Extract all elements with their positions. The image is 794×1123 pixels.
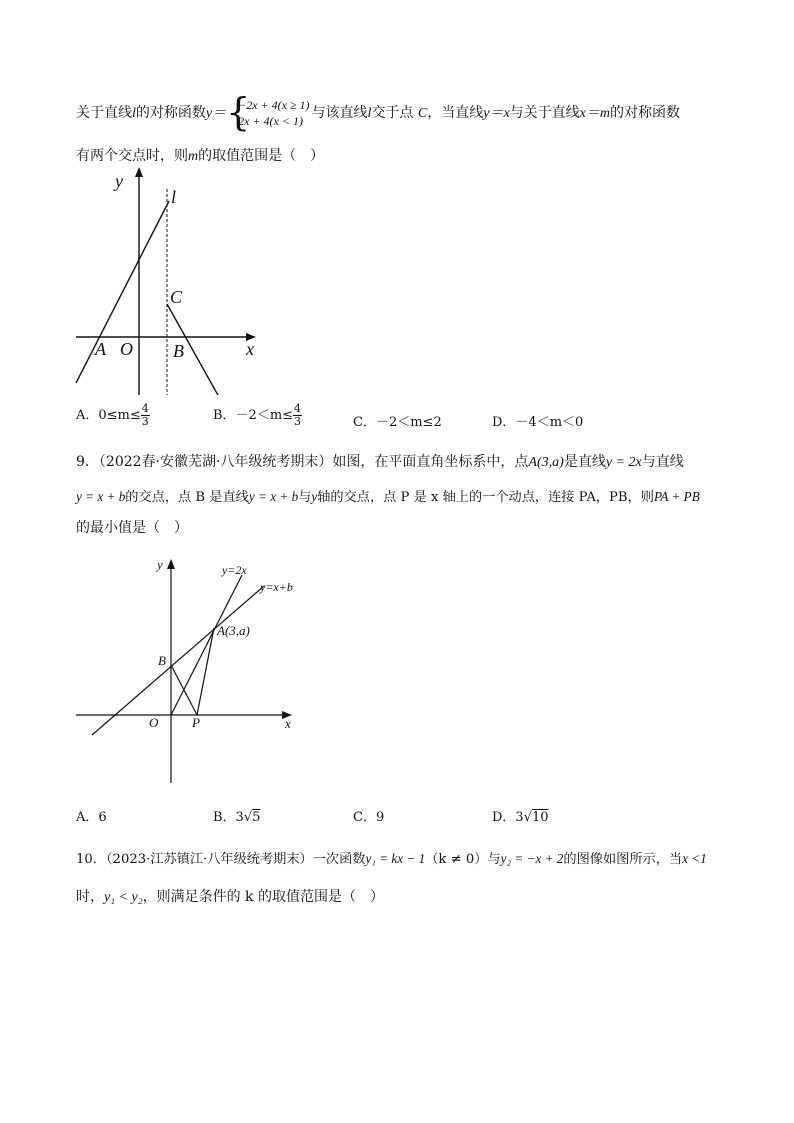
q8-text: 交于点 (371, 105, 414, 121)
q8-O-label: O (120, 339, 133, 359)
q10-line1 (76, 849, 707, 870)
q8-line1 (76, 97, 680, 129)
q9-option-a[interactable]: A．6 (76, 810, 107, 825)
q8-text: 与该直线 (311, 105, 368, 121)
q10-xlt: x <1 (682, 851, 707, 866)
q8-text: 有两个交点时，则 (76, 148, 188, 164)
q9-figure (74, 555, 304, 785)
q9-option-c[interactable]: C．9 (353, 810, 385, 825)
q9-text: 的交点，点 B 是直线 (125, 490, 249, 505)
q9-var-y: y (311, 489, 318, 504)
q9-eq: y = x + b (248, 489, 299, 504)
q9-expr: PA + PB (654, 489, 700, 504)
q8-B-label: B (173, 341, 184, 361)
q9-option-b-text: B．3 (213, 810, 244, 825)
q9-text: 轴的交点，点 P 是 x 轴上的一个动点，连接 PA，PB，则 (317, 490, 654, 505)
q9-text: 9．（2022春·安徽芜湖·八年级统考期末）如图，在平面直角坐标系中，点 (76, 454, 529, 470)
q9-text: 与 (298, 490, 312, 505)
q9-option-d-text: D．3 (492, 810, 524, 825)
frac-num: 4 (141, 402, 149, 415)
q9-y-arrow (167, 559, 175, 569)
frac-den: 3 (294, 415, 302, 428)
q9-eq: y = 2x (605, 455, 642, 470)
q9-line3: 的最小值是（ ） (76, 520, 188, 536)
q9-x-label: x (285, 716, 291, 731)
q8-option-a[interactable] (76, 403, 150, 428)
q8-x-label: x (246, 339, 254, 359)
q8-figure (70, 165, 270, 395)
q8-text: 的取值范围是（ ） (198, 148, 325, 164)
q8-l-label: l (171, 187, 177, 207)
q8-option-b[interactable] (213, 403, 302, 428)
q10-text: 10．（2023·江苏镇江·八年级统考期末）一次函数 (76, 852, 366, 867)
q10-ineq: y₁ < y₂ (104, 890, 143, 905)
q9-line-2x (171, 575, 242, 715)
q9-B-label: B (158, 653, 166, 668)
q8-piece2: 2x + 4(x < 1) (238, 114, 303, 128)
q8-var-m: m (188, 149, 199, 164)
q9-line1 (76, 452, 684, 473)
q10-text: 时， (76, 889, 104, 905)
q8-option-b-frac (293, 403, 302, 428)
q10-text: ，则满足条件的 k 的取值范围是（ ） (142, 889, 384, 905)
q8-text: ，当直线 (427, 105, 484, 121)
sqrt-icon: √ (523, 810, 532, 825)
q9-option-b[interactable] (213, 806, 260, 825)
q9-eq: y = x + b (76, 489, 126, 504)
q8-var-y: y＝ (205, 106, 227, 121)
q8-y-arrow (135, 167, 143, 177)
q9-option-d-radicand: 10 (532, 810, 549, 825)
q8-A-label: A (95, 339, 106, 359)
q8-var-C: C (417, 106, 428, 121)
q9-eq-xb-label: y=x+b (260, 580, 293, 594)
q9-eq-2x-label: y=2x (222, 563, 247, 577)
q8-option-c[interactable]: C．－2＜m≤2 (353, 415, 442, 430)
q9-line2 (76, 487, 700, 508)
q9-point-a: A(3,a) (528, 455, 564, 470)
q9-O-label: O (149, 715, 159, 730)
q8-text: 的对称函数 (610, 105, 680, 121)
q8-eq: x＝m (579, 106, 610, 121)
frac-num: 4 (294, 402, 302, 415)
q8-option-a-text: A．0≤m≤ (76, 408, 141, 423)
q8-piece1: { −2x + 4(x ≥ 1) (238, 98, 310, 112)
q10-line2 (76, 887, 384, 908)
q9-line-xb (92, 586, 264, 735)
q10-cond: （k ≠ 0） (425, 852, 488, 867)
q8-piecewise (228, 97, 309, 129)
q8-text: 关于直线 (76, 105, 132, 121)
q9-text: 与直线 (641, 454, 684, 470)
q8-y-label: y (115, 171, 123, 191)
q8-var-l: l (367, 106, 372, 121)
q8-var-l: l (132, 106, 136, 121)
q10-y1: y₁ = kx − 1 (365, 851, 426, 866)
q8-option-b-text: B．－2＜m≤ (213, 408, 294, 423)
q8-line2 (76, 146, 324, 167)
q10-text: 的图像如图所示，当 (563, 852, 683, 867)
q10-y2: y₂ = −x + 2 (500, 851, 564, 866)
q8-eq: y＝x (483, 106, 510, 121)
q8-C-label: C (170, 287, 183, 307)
q9-y-label: y (157, 557, 163, 572)
q9-A-label: A(3,a) (217, 623, 250, 638)
q9-option-d[interactable] (492, 806, 549, 825)
q8-option-a-frac (141, 403, 150, 428)
q9-P-label: P (192, 715, 200, 730)
q9-text: 是直线 (563, 454, 606, 470)
q10-text: 与 (487, 852, 501, 867)
q9-option-b-radicand: 5 (252, 810, 261, 825)
q8-option-d[interactable]: D．－4＜m＜0 (492, 415, 584, 430)
q8-text: 的对称函数 (135, 105, 206, 121)
sqrt-icon: √ (243, 810, 253, 825)
frac-den: 3 (141, 415, 149, 428)
q8-text: 与关于直线 (509, 105, 580, 121)
